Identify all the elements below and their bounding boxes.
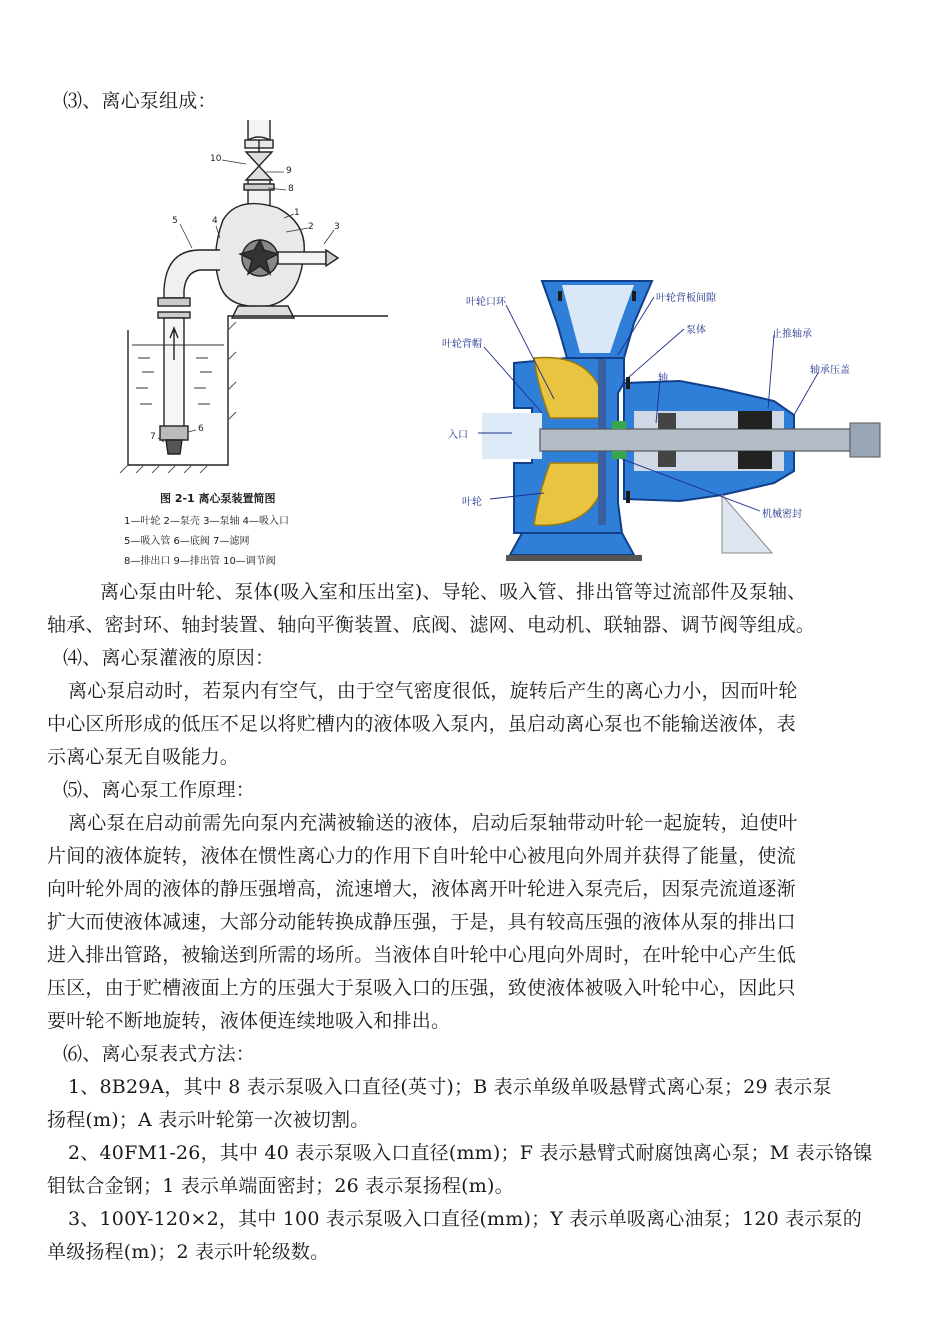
label-bearing-cover: 轴承压盖 — [810, 365, 850, 376]
principle-line-6: 压区，由于贮槽液面上方的压强大于泵吸入口的压强，致使液体被吸入叶轮中心，因此只 — [47, 977, 796, 999]
composition-line-1: 离心泵由叶轮、泵体(吸入室和压出室)、导轮、吸入管、排出管等过流部件及泵轴、 — [100, 581, 807, 603]
figure1-caption: 图 2-1 离心泵装置简图 — [160, 492, 276, 505]
part-number-8: 8 — [288, 184, 294, 194]
label-mechanical-seal: 机械密封 — [762, 509, 802, 520]
principle-line-4: 扩大而使液体减速，大部分动能转换成静压强，于是，具有较高压强的液体从泵的排出口 — [47, 911, 796, 933]
part-number-3: 3 — [334, 222, 340, 232]
principle-line-2: 片间的液体旋转，液体在惯性离心力的作用下自叶轮中心被甩向外周并获得了能量，使流 — [47, 845, 796, 867]
label-impeller-ring: 叶轮口环 — [466, 297, 506, 308]
priming-line-1: 离心泵启动时，若泵内有空气，由于空气密度很低，旋转后产生的离心力小，因而叶轮 — [68, 680, 798, 702]
priming-line-2: 中心区所形成的低压不足以将贮槽内的液体吸入泵内，虽启动离心泵也不能输送液体，表 — [47, 713, 796, 735]
section-heading-3: ⑶、离心泵组成： — [63, 90, 217, 112]
section-heading-5: ⑸、离心泵工作原理： — [63, 779, 256, 801]
part-number-9: 9 — [286, 166, 292, 176]
model-item-3-line-2: 单级扬程(m)；2 表示叶轮级数。 — [47, 1241, 330, 1263]
model-item-1-line-2: 扬程(m)；A 表示叶轮第一次被切割。 — [47, 1109, 370, 1131]
label-thrust-bearing: 止推轴承 — [772, 329, 812, 340]
principle-line-5: 进入排出管路，被输送到所需的场所。当液体自叶轮中心甩向外周时，在叶轮中心产生低 — [47, 944, 796, 966]
part-number-7: 7 — [150, 432, 156, 442]
part-number-6: 6 — [198, 424, 204, 434]
part-number-10: 10 — [210, 154, 222, 164]
part-number-5: 5 — [172, 216, 178, 226]
label-impeller-back: 叶轮背帽 — [442, 339, 482, 350]
pump-cross-section-figure — [422, 263, 888, 575]
label-pump-body: 泵体 — [686, 325, 706, 336]
figure1-legend-line-2: 5—吸入管 6—底阀 7—滤网 — [124, 536, 250, 547]
principle-line-7: 要叶轮不断地旋转，液体便连续地吸入和排出。 — [47, 1010, 451, 1032]
model-item-3-line-1: 3、100Y-120×2，其中 100 表示泵吸入口直径(mm)；Y 表示单吸离心油泵；120 表示泵的 — [68, 1208, 862, 1230]
model-item-1-line-1: 1、8B29A，其中 8 表示泵吸入口直径(英寸)；B 表示单级单吸悬臂式离心泵；29 表示泵 — [68, 1076, 832, 1098]
label-impeller: 叶轮 — [462, 497, 482, 508]
figure1-legend-line-3: 8—排出口 9—排出管 10—调节阀 — [124, 556, 276, 567]
principle-line-1: 离心泵在启动前需先向泵内充满被输送的液体，启动后泵轴带动叶轮一起旋转，迫使叶 — [68, 812, 798, 834]
label-shaft: 轴 — [658, 373, 668, 384]
figure1-legend-line-1: 1—叶轮 2—泵壳 3—泵轴 4—吸入口 — [124, 516, 289, 527]
section-heading-6: ⑹、离心泵表式方法： — [63, 1043, 256, 1065]
composition-line-2: 轴承、密封环、轴封装置、轴向平衡装置、底阀、滤网、电动机、联轴器、调节阀等组成。 — [47, 614, 816, 636]
section-heading-4: ⑷、离心泵灌液的原因： — [63, 647, 275, 669]
part-number-1: 1 — [294, 208, 300, 218]
pump-cross-section-drawing — [422, 263, 888, 575]
priming-line-3: 示离心泵无自吸能力。 — [47, 746, 240, 768]
part-number-4: 4 — [212, 216, 218, 226]
label-inlet: 入口 — [448, 430, 468, 441]
principle-line-3: 向叶轮外周的液体的静压强增高，流速增大，液体离开叶轮进入泵壳后，因泵壳流道逐渐 — [47, 878, 796, 900]
model-item-2-line-2: 钼钛合金钢；1 表示单端面密封；26 表示泵扬程(m)。 — [47, 1175, 514, 1197]
label-back-gap: 叶轮背板间隙 — [656, 293, 716, 304]
pump-installation-figure — [88, 120, 404, 574]
model-item-2-line-1: 2、40FM1-26，其中 40 表示泵吸入口直径(mm)；F 表示悬臂式耐腐蚀离心泵；M 表示铬镍 — [68, 1142, 873, 1164]
part-number-2: 2 — [308, 222, 314, 232]
